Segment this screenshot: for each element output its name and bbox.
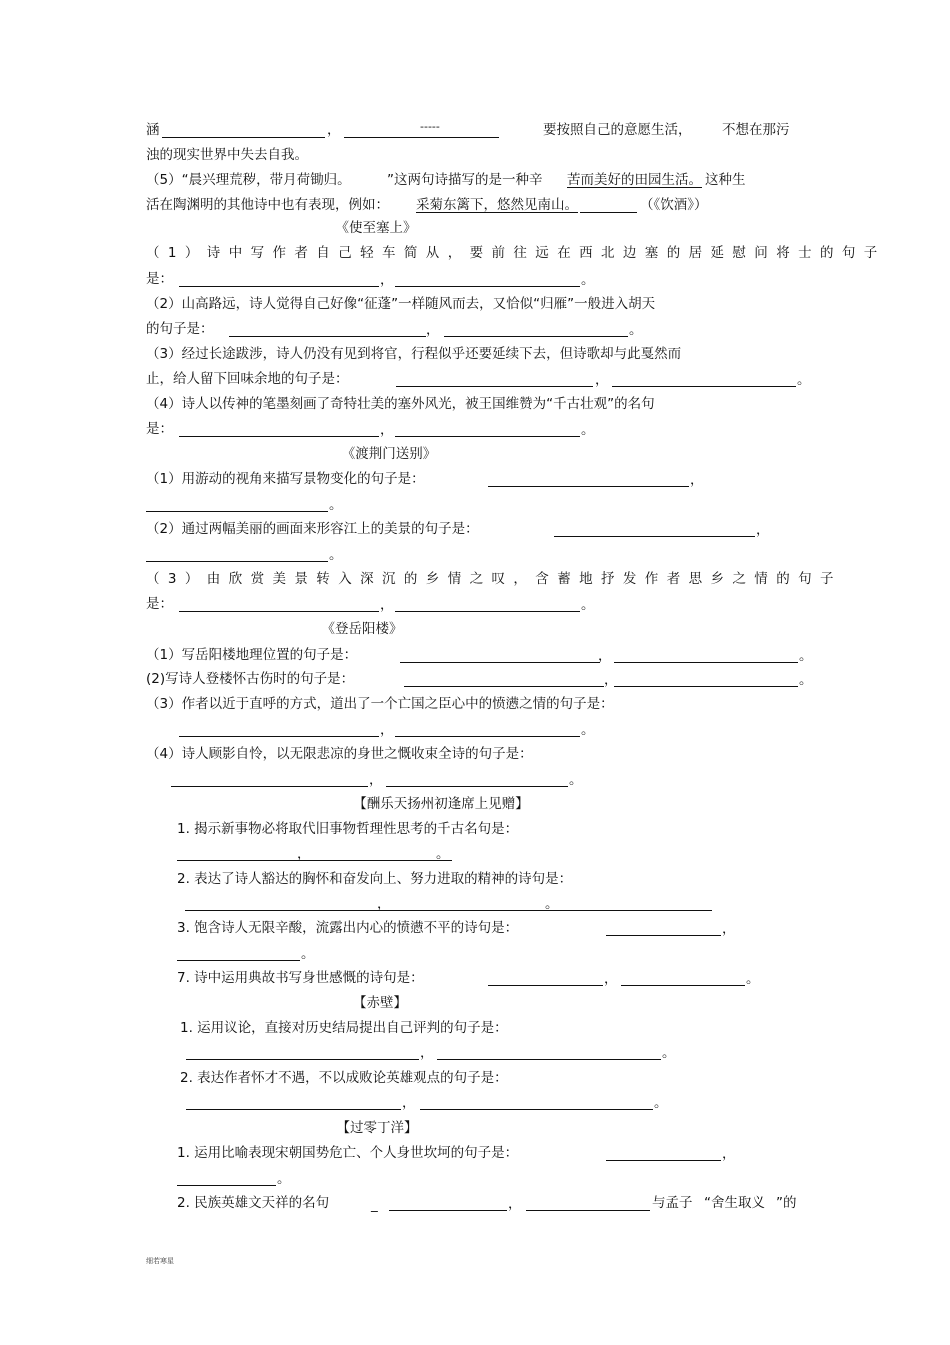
question: （4）诗人顾影自怜，以无限悲凉的身世之慨收束全诗的句子是：	[146, 746, 533, 762]
blank[interactable]	[612, 386, 796, 387]
period: 。	[581, 722, 595, 738]
underlined-text: 苦而美好的田园生活。	[567, 172, 702, 188]
question: 1. 运用比喻表现宋朝国势危亡、个人身世坎坷的句子是：	[177, 1145, 519, 1161]
comma: ，	[402, 1095, 416, 1111]
comma: ，	[377, 896, 391, 912]
blank[interactable]	[395, 436, 580, 437]
comma: ，	[756, 522, 770, 538]
question: （1）写岳阳楼地理位置的句子是：	[146, 647, 358, 663]
blank[interactable]	[229, 336, 426, 337]
comma: ，	[508, 1196, 522, 1212]
blank[interactable]	[606, 935, 721, 936]
comma: ，	[604, 672, 618, 688]
question: 2. 表达了诗人豁达的胸怀和奋发向上、努力进取的精神的诗句是：	[177, 871, 573, 887]
dashes: -----	[420, 120, 440, 133]
text-line: “舍生取义	[704, 1195, 765, 1211]
blank[interactable]	[395, 736, 580, 737]
blank[interactable]	[177, 1185, 276, 1186]
question: （3）经过长途跋涉，诗人仍没有见到将官，行程似乎还要延续下去，但诗歌却与此戛然而	[146, 346, 682, 362]
section-title: 【过零丁洋】	[336, 1120, 418, 1136]
blank[interactable]	[400, 662, 600, 663]
question: 3. 饱含诗人无限辛酸，流露出内心的愤懑不平的诗句是：	[177, 920, 519, 936]
blank[interactable]	[177, 960, 300, 961]
period: 。	[581, 422, 595, 438]
comma: ，	[690, 472, 704, 488]
blank[interactable]	[488, 486, 689, 487]
period: 。	[662, 1045, 676, 1061]
question-cont: 止，给人留下回味余地的句子是：	[146, 371, 349, 387]
period: 。	[746, 971, 760, 987]
period: 。	[329, 547, 343, 563]
question: 7. 诗中运用典故书写身世感慨的诗句是：	[177, 970, 424, 986]
blank[interactable]	[396, 386, 593, 387]
question: （4）诗人以传神的笔墨刻画了奇特壮美的塞外风光，被王国维赞为“千古壮观”的名句	[146, 396, 655, 412]
text-line: ，	[327, 122, 341, 138]
comma: ，	[426, 322, 440, 338]
blank[interactable]	[177, 860, 452, 861]
period: 。	[799, 672, 813, 688]
blank[interactable]	[186, 1059, 419, 1060]
period: 。	[799, 648, 813, 664]
text-line: （5）“晨兴理荒秽，带月荷锄归。	[146, 172, 351, 188]
text-line: 浊的现实世界中失去自我。	[146, 147, 308, 163]
underlined-text: 采菊东篱下，悠然见南山。	[416, 197, 578, 213]
section-title: 【酬乐天扬州初逢席上见赠】	[353, 796, 529, 812]
blank[interactable]	[444, 336, 628, 337]
period: 。	[629, 322, 643, 338]
period: 。	[654, 1095, 668, 1111]
text-line: 涵	[146, 122, 160, 138]
question: （1）用游动的视角来描写景物变化的句子是：	[146, 471, 425, 487]
text-line: 这种生	[705, 172, 746, 188]
comma: ，	[380, 422, 394, 438]
question: 1. 运用议论，直接对历史结局提出自己评判的句子是：	[180, 1020, 508, 1036]
period: 。	[581, 597, 595, 613]
text-line: ”的	[776, 1195, 797, 1211]
period: 。	[277, 1171, 291, 1187]
question: （2）通过两幅美丽的画面来形容江上的美景的句子是：	[146, 521, 479, 537]
text-line: 要按照自己的意愿生活，	[543, 122, 692, 138]
blank[interactable]	[185, 910, 712, 911]
question-cont: 是：	[146, 421, 173, 437]
blank[interactable]	[162, 137, 325, 138]
blank[interactable]	[580, 212, 637, 213]
text-line: ”这两句诗描写的是一种辛	[387, 172, 543, 188]
blank[interactable]	[488, 985, 603, 986]
blank[interactable]	[179, 611, 379, 612]
comma: ，	[380, 597, 394, 613]
blank[interactable]	[186, 1109, 401, 1110]
text-line: 与孟子	[652, 1195, 693, 1211]
blank[interactable]	[395, 611, 580, 612]
period: 。	[329, 497, 343, 513]
blank[interactable]	[386, 786, 568, 787]
question: （3）由欣赏美景转入深沉的乡情之叹，含蓄地抒发作者思乡之情的句子	[146, 571, 842, 587]
comma: ，	[722, 921, 736, 937]
text-line: 不想在那污	[722, 122, 790, 138]
blank[interactable]	[621, 985, 745, 986]
blank[interactable]	[179, 286, 379, 287]
question-cont: 是：	[146, 271, 173, 287]
blank[interactable]	[179, 736, 379, 737]
question: 1. 揭示新事物必将取代旧事物哲理性思考的千古名句是：	[177, 821, 519, 837]
section-title: 《渡荆门送别》	[341, 446, 437, 462]
question-cont: 是：	[146, 596, 173, 612]
period: 。	[569, 772, 583, 788]
question: （2）山高路远，诗人觉得自己好像“征蓬”一样随风而去，又恰似“归雁”一般进入胡天	[146, 296, 656, 312]
comma: ，	[369, 772, 383, 788]
blank[interactable]	[179, 436, 379, 437]
blank[interactable]	[395, 286, 580, 287]
blank[interactable]	[146, 511, 328, 512]
comma: ，	[297, 846, 311, 862]
blank[interactable]	[420, 1109, 653, 1110]
section-title: 【赤壁】	[353, 995, 407, 1011]
question: （3）作者以近于直呼的方式，道出了一个亡国之臣心中的愤懑之情的句子是：	[146, 696, 614, 712]
comma: ，	[380, 722, 394, 738]
section-title: 《使至塞上》	[335, 220, 417, 236]
comma: ，	[595, 372, 609, 388]
underscore: _	[371, 1197, 378, 1213]
blank[interactable]	[614, 686, 798, 687]
text-line: 活在陶渊明的其他诗中也有表现，例如：	[146, 197, 389, 213]
blank[interactable]	[606, 1160, 721, 1161]
question: 2. 表达作者怀才不遇，不以成败论英雄观点的句子是：	[180, 1070, 508, 1086]
blank[interactable]	[171, 786, 368, 787]
comma: ，	[380, 272, 394, 288]
blank[interactable]	[146, 561, 328, 562]
comma: ，	[420, 1045, 434, 1061]
question-cont: 的句子是：	[146, 321, 214, 337]
blank[interactable]	[437, 1059, 661, 1060]
text-line: （《饮酒》）	[640, 197, 708, 213]
blank[interactable]	[404, 686, 604, 687]
comma: ，	[598, 648, 612, 664]
blank[interactable]	[526, 1210, 650, 1211]
blank[interactable]	[554, 536, 755, 537]
blank[interactable]	[614, 662, 798, 663]
period: 。	[797, 372, 811, 388]
comma: ，	[604, 971, 618, 987]
period: 。	[436, 846, 450, 862]
blank[interactable]	[389, 1210, 507, 1211]
section-title: 《登岳阳楼》	[321, 621, 403, 637]
question: （1）诗中写作者自己轻车简从，要前往远在西北边塞的居延慰问将士的句子	[146, 245, 886, 261]
question: 2. 民族英雄文天祥的名句	[177, 1195, 330, 1211]
blank[interactable]	[344, 137, 499, 138]
question: (2)写诗人登楼怀古伤时的句子是：	[146, 671, 355, 687]
period: 。	[545, 896, 559, 912]
footer-text: 细若寒星	[146, 1257, 174, 1265]
comma: ，	[722, 1146, 736, 1162]
period: 。	[581, 272, 595, 288]
period: 。	[301, 946, 315, 962]
